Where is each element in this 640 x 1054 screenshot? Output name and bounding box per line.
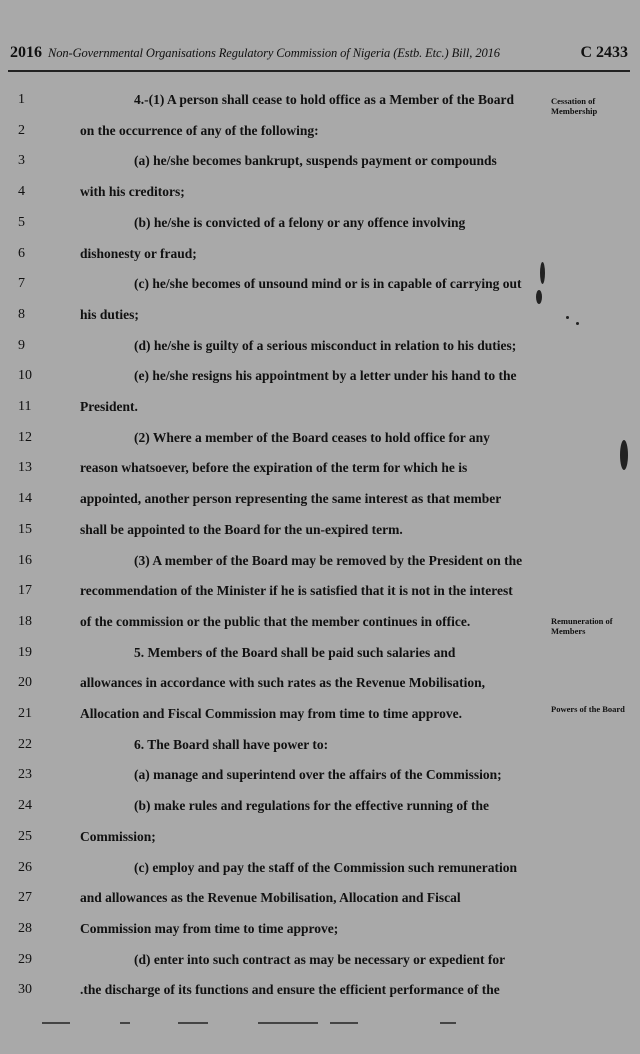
document-line	[0, 153, 640, 179]
scan-speck	[620, 440, 628, 470]
line-text: on the occurrence of any of the following:	[80, 122, 319, 138]
line-number: 27	[18, 890, 32, 906]
header-title: Non-Governmental Organisations Regulatory Commission of Nigeria (Estb. Etc.) Bill, 2016	[48, 46, 500, 60]
line-number: 30	[18, 982, 32, 998]
bottom-dash	[120, 1022, 130, 1024]
line-number: 4	[18, 184, 25, 200]
line-number: 25	[18, 828, 32, 844]
bottom-dash	[258, 1022, 318, 1024]
document-line	[0, 921, 640, 947]
line-text: (e) he/she resigns his appointment by a letter under his hand to the	[134, 368, 517, 384]
document-line	[0, 123, 640, 149]
line-number: 9	[18, 337, 25, 353]
line-text: (c) employ and pay the staff of the Commission such remuneration	[134, 859, 517, 875]
document-line	[0, 460, 640, 486]
line-text: (a) he/she becomes bankrupt, suspends payment or compounds	[134, 153, 497, 169]
document-line	[0, 645, 640, 671]
line-number: 20	[18, 675, 32, 691]
line-text: 4.-(1) A person shall cease to hold office as a Member of the Board	[134, 92, 514, 107]
line-text: his duties;	[80, 306, 139, 322]
line-number: 2	[18, 122, 25, 138]
header-rule	[8, 70, 630, 72]
line-text: Commission may from time to time approve;	[80, 920, 339, 936]
line-number: 19	[18, 644, 32, 660]
bottom-dash	[178, 1022, 208, 1024]
document-line	[0, 553, 640, 579]
line-number: 14	[18, 491, 32, 507]
margin-note-powers: Powers of the Board	[551, 704, 625, 714]
line-number: 29	[18, 951, 32, 967]
line-text: .the discharge of its functions and ensure the efficient performance of the	[80, 982, 500, 998]
line-text: recommendation of the Minister if he is satisfied that it is not in the interest	[80, 583, 513, 599]
document-line	[0, 338, 640, 364]
line-number: 28	[18, 920, 32, 936]
document-line	[0, 307, 640, 333]
line-number: 23	[18, 767, 32, 783]
line-number: 8	[18, 306, 25, 322]
scan-speck	[576, 322, 579, 325]
document-line	[0, 890, 640, 916]
line-text: (d) enter into such contract as may be necessary or expedient for	[134, 951, 506, 967]
document-line	[0, 215, 640, 241]
line-text: 6. The Board shall have power to:	[134, 736, 329, 752]
line-number: 22	[18, 736, 32, 752]
scan-speck	[566, 316, 569, 319]
margin-note-remuneration: Remuneration of Members	[551, 616, 613, 636]
line-number: 21	[18, 706, 32, 721]
header-page-number: C 2433	[580, 44, 628, 61]
line-text: (a) manage and superintend over the affairs of the Commission;	[134, 767, 502, 783]
document-line	[0, 829, 640, 855]
line-text: (b) he/she is convicted of a felony or any offence involving	[134, 214, 466, 230]
scan-speck	[540, 262, 545, 284]
document-line	[0, 583, 640, 609]
line-text: (c) he/she becomes of unsound mind or is in capable of carrying out	[134, 276, 522, 292]
line-number: 3	[18, 153, 25, 169]
line-number: 10	[18, 368, 32, 384]
document-line	[0, 368, 640, 394]
page-header	[10, 44, 628, 68]
line-number: 6	[18, 245, 25, 261]
bottom-dash	[330, 1022, 358, 1024]
document-line	[0, 614, 640, 640]
line-text: dishonesty or fraud;	[80, 245, 197, 261]
document-line	[0, 184, 640, 210]
line-number: 26	[18, 859, 32, 875]
line-text: Commission;	[80, 828, 156, 844]
line-number: 5	[18, 214, 25, 230]
line-text: with his creditors;	[80, 184, 185, 200]
header-year: 2016	[10, 44, 42, 61]
line-text: (b) make rules and regulations for the effective running of the	[134, 798, 489, 814]
document-line	[0, 798, 640, 824]
scan-speck	[536, 290, 542, 304]
document-line	[0, 706, 640, 732]
document-line	[0, 430, 640, 456]
line-number: 18	[18, 613, 32, 629]
line-text: and allowances as the Revenue Mobilisation, Allocation and Fiscal	[80, 890, 461, 906]
line-number: 17	[18, 583, 32, 599]
line-text: of the commission or the public that the member continues in office.	[80, 613, 471, 629]
line-text: shall be appointed to the Board for the un-expired term.	[80, 521, 403, 537]
line-number: 1	[18, 92, 25, 107]
line-text: (2) Where a member of the Board ceases to hold office for any	[134, 429, 490, 445]
line-text: appointed, another person representing the same interest as that member	[80, 491, 502, 507]
document-line	[0, 952, 640, 978]
line-number: 24	[18, 798, 32, 814]
line-text: 5. Members of the Board shall be paid such salaries and	[134, 644, 456, 660]
document-line	[0, 767, 640, 793]
document-line	[0, 491, 640, 517]
line-number: 7	[18, 276, 25, 292]
line-text: President.	[80, 399, 138, 414]
document-line	[0, 860, 640, 886]
bottom-dash	[42, 1022, 70, 1024]
line-number: 11	[18, 399, 32, 414]
document-line	[0, 737, 640, 763]
line-number: 13	[18, 460, 32, 476]
line-number: 16	[18, 552, 32, 568]
line-number: 12	[18, 429, 32, 445]
line-text: reason whatsoever, before the expiration of the term for which he is	[80, 460, 468, 476]
line-text: Allocation and Fiscal Commission may from time to time approve.	[80, 706, 462, 721]
line-number: 15	[18, 521, 32, 537]
line-text: (3) A member of the Board may be removed by the President on the	[134, 552, 523, 568]
document-line	[0, 399, 640, 425]
margin-note-cessation: Cessation of Membership	[551, 96, 598, 116]
line-text: (d) he/she is guilty of a serious misconduct in relation to his duties;	[134, 337, 517, 353]
document-line	[0, 675, 640, 701]
document-line	[0, 522, 640, 548]
bottom-dash	[440, 1022, 456, 1024]
line-text: allowances in accordance with such rates as the Revenue Mobilisation,	[80, 675, 485, 691]
document-line	[0, 982, 640, 1008]
document-line	[0, 92, 640, 118]
